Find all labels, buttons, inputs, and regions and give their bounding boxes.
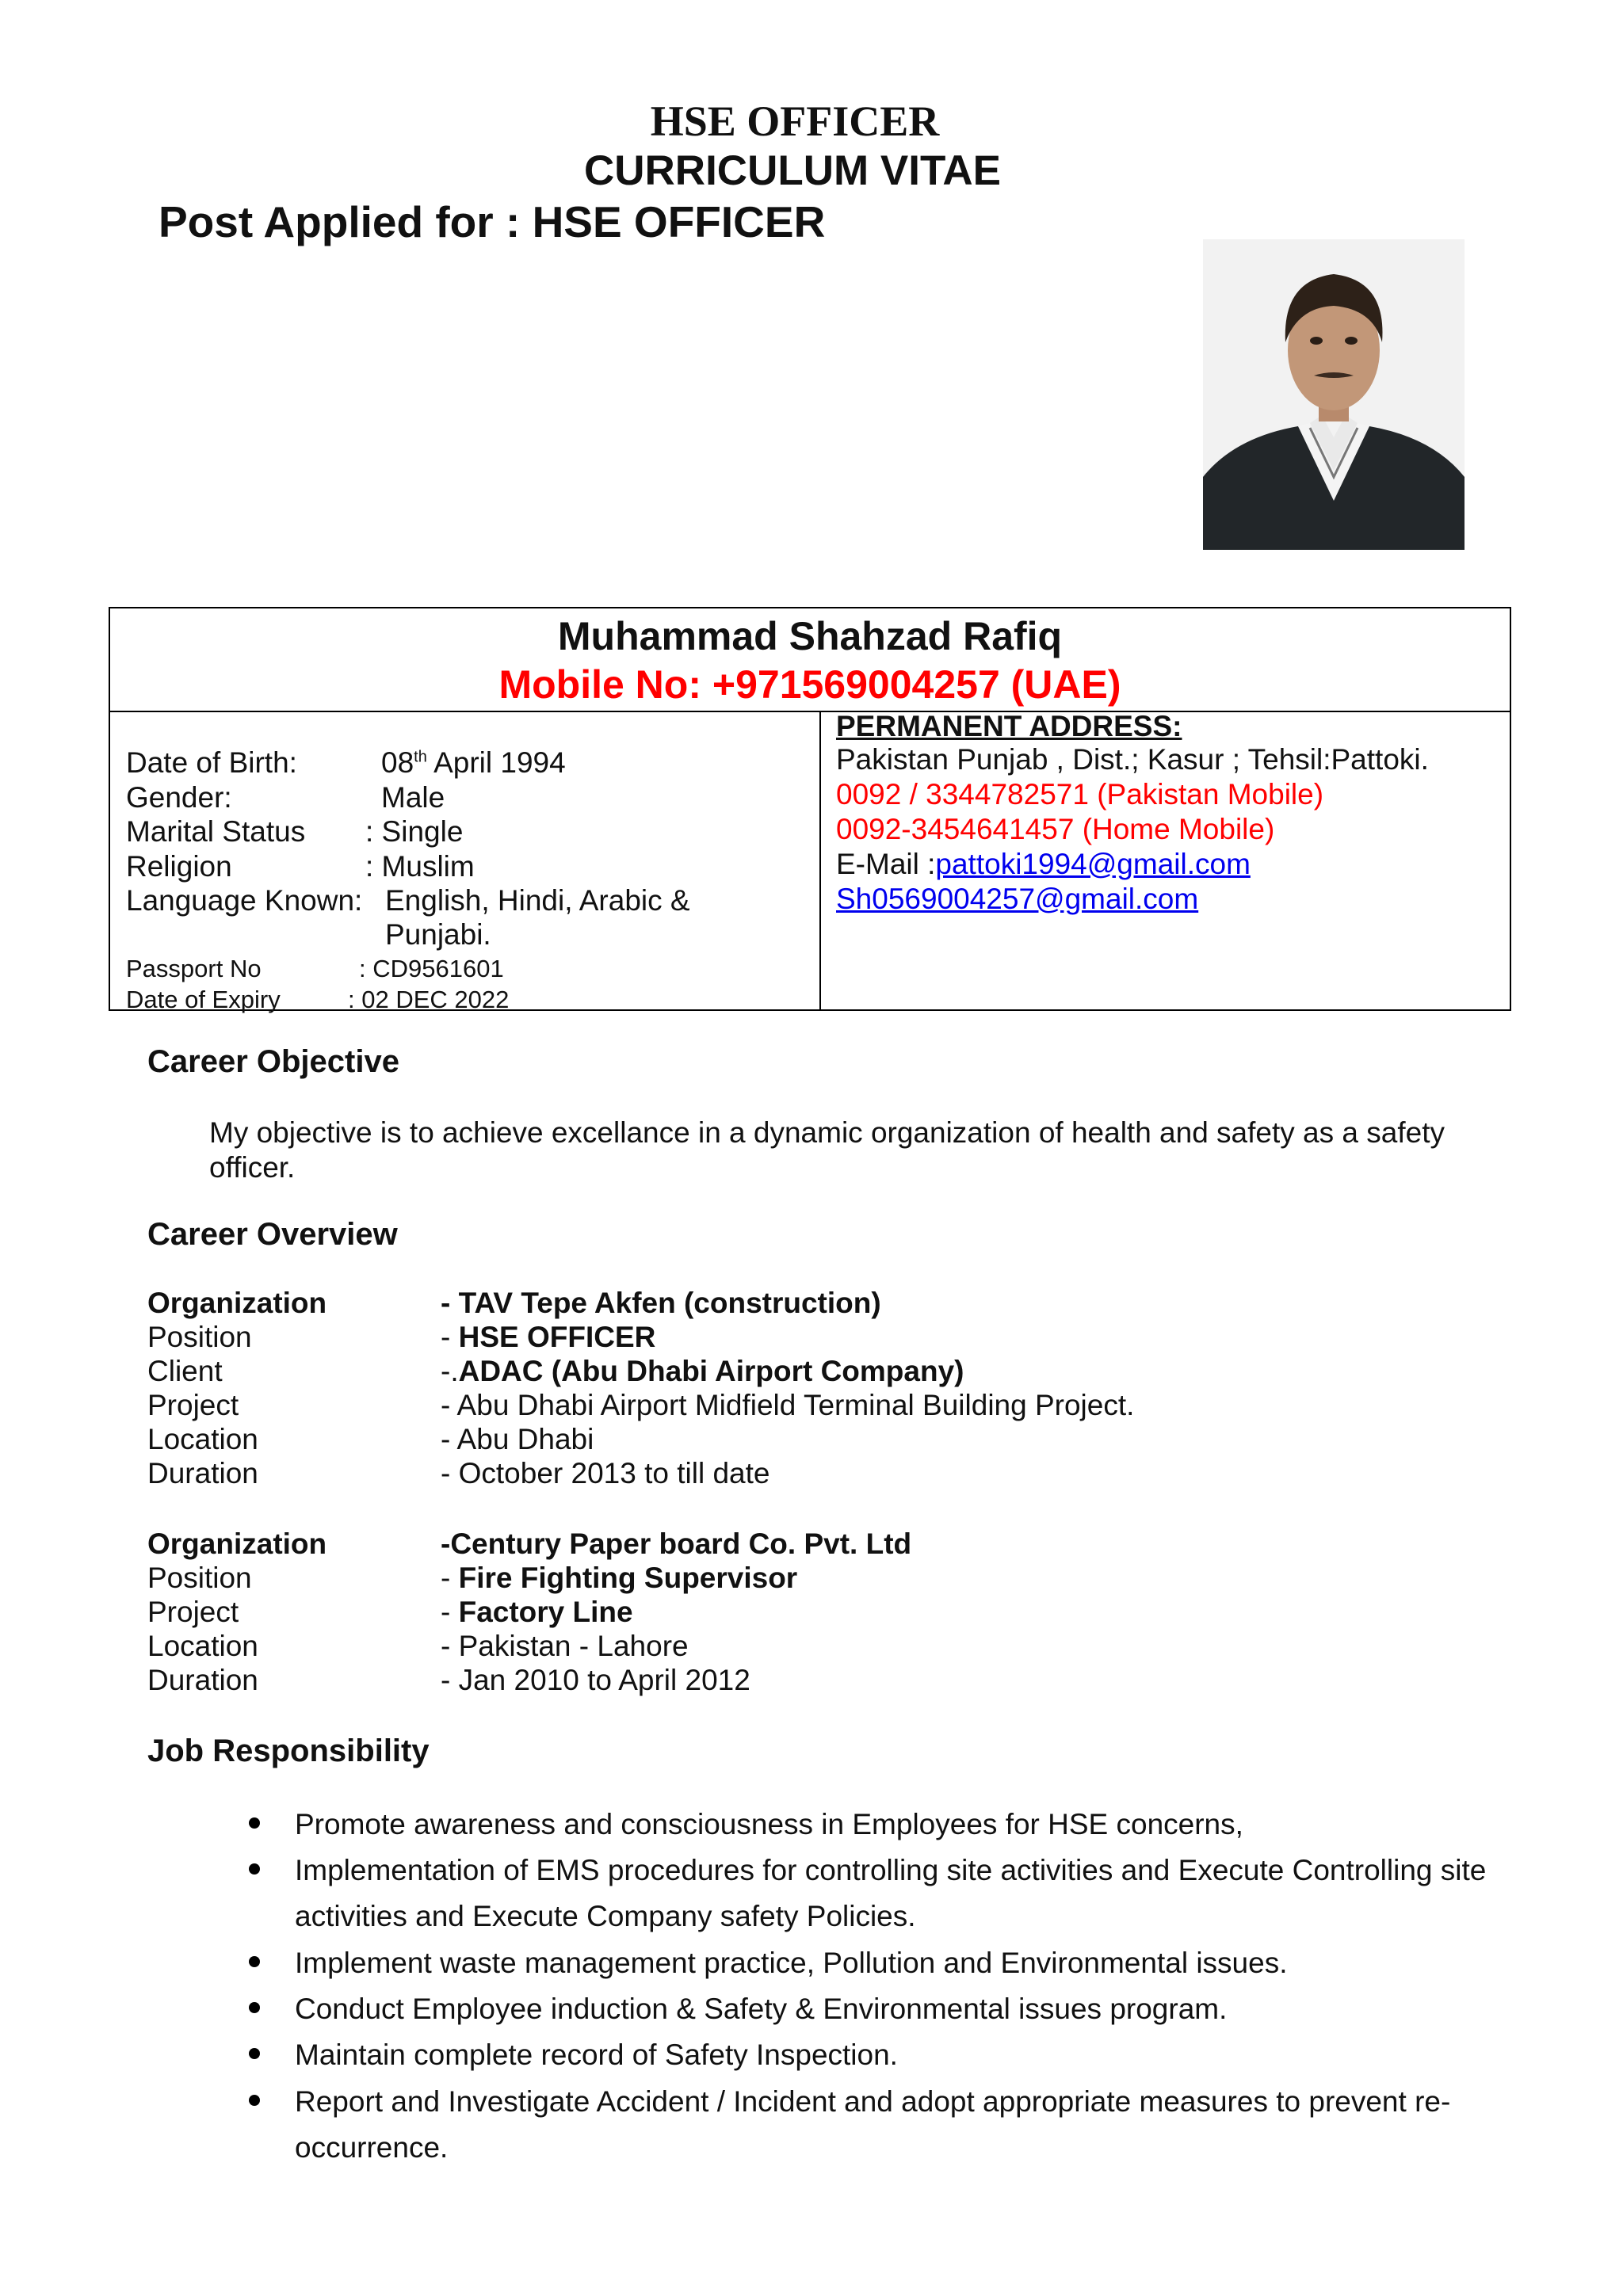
marital-value: : Single [365,815,464,848]
expiry-value: : 02 DEC 2022 [348,986,510,1013]
bullet-icon [249,2048,260,2059]
email-link-1[interactable]: pattoki1994@gmail.com [935,848,1251,880]
bullet-icon [249,1863,260,1875]
bullet-icon [249,1956,260,1967]
email-link-2[interactable]: Sh0569004257@gmail.com [836,883,1199,915]
cv-page: HSE OFFICER CURRICULUM VITAE Post Applied for : HSE OFFICER Muhammad Shahzad Rafiq Mobile No: +971569004257 (UAE) Date of Birth: 08th April 1994 Gender: Male Marital Status : Single Religion : Muslim Language Known: English, Hindi, Arabic & Punjabi. Passport No : CD9561601 Date of Expiry : 02 DEC 2022 PERMANENT ADDRESS: Pakistan Punjab , Dist.; Kasur ; Tehsil:Pattoki. 0092 / 3344782571 (Pakistan Mobile) 0092-3454641457 (Home Mobile) E-Mail :pattoki1994@gmail.com Sh0569004257@gmail.com Career Objective My objective is to achieve excellance in a dynamic organization of health and safety as a safety officer. Career Overview Organization - TAV Tepe Akfen (construction) Position - HSE OFFICER Client -.ADAC (Abu Dhabi Airport Company) Project - Abu Dhabi Airport Midfield Terminal Building Project. Location - Abu Dhabi Duration - October 2013 to till date Organization -Century Paper board Co. Pvt. Ltd Position - Fire Fighting Supervisor Project - Factory Line Location - Pakistan - Lahore Duration - Jan 2010 to April 2012 Job Responsibility Promote awareness and consciousness in Employees for HSE concerns, Implementation of EMS procedures for controlling site activities and Execute Controlling site activities and Execute Company safety Policies. Implement waste management practice, Pollution and Environmental issues. Conduct Employee induction & Safety & Environmental issues program. Maintain complete record of Safety Inspection. Report and Investigate Accident / Incident and adopt appropriate measures to prevent re-occurrence. [0,0,1623,2296]
dob-label: Date of Birth: [126,746,297,779]
home-mobile: 0092-3454641457 (Home Mobile) [836,813,1275,845]
document-subtitle: CURRICULUM VITAE [583,147,1002,194]
candidate-name: Muhammad Shahzad Rafiq [557,614,1063,658]
passport-value: : CD9561601 [359,955,504,982]
career-objective-text: My objective is to achieve excellance in a dynamic organization of health and safety as a safety officer. [209,1116,1445,1184]
bullet-icon [249,2095,260,2106]
email-row-2 [836,882,1198,917]
personal-info-box [109,607,1511,1011]
bullet-icon [249,2002,260,2013]
address-line: Pakistan Punjab , Dist.; Kasur ; Tehsil:Pattoki. [836,743,1429,776]
career-overview-heading: Career Overview [147,1217,398,1252]
post-applied-label: Post Applied for : [158,197,521,246]
post-applied-value: HSE OFFICER [532,197,826,246]
bullet-icon [249,1817,260,1829]
document-title: HSE OFFICER [650,97,940,145]
religion-label: Religion [126,850,232,883]
career-objective-heading: Career Objective [147,1044,399,1079]
gender-label: Gender: [126,781,232,814]
pakistan-mobile: 0092 / 3344782571 (Pakistan Mobile) [836,778,1324,810]
candidate-photo [1203,239,1465,550]
personal-details [110,711,821,1011]
marital-label: Marital Status [126,815,306,848]
address-heading: PERMANENT ADDRESS: [836,710,1182,742]
post-applied-line [158,196,825,247]
language-value-cont: Punjabi. [385,918,491,951]
candidate-mobile: Mobile No: +971569004257 (UAE) [498,662,1121,707]
expiry-label: Date of Expiry [126,986,281,1013]
permanent-address [821,711,1511,1011]
dob-value: 08th April 1994 [381,746,566,779]
gender-value: Male [381,781,445,814]
religion-value: : Muslim [365,850,475,883]
email-label: E-Mail : [836,848,936,880]
passport-label: Passport No [126,955,262,982]
language-label: Language Known: [126,884,363,917]
candidate-header [110,608,1510,712]
email-row [836,847,1251,882]
language-value: English, Hindi, Arabic & [385,884,690,917]
job-responsibility-heading: Job Responsibility [147,1733,430,1768]
